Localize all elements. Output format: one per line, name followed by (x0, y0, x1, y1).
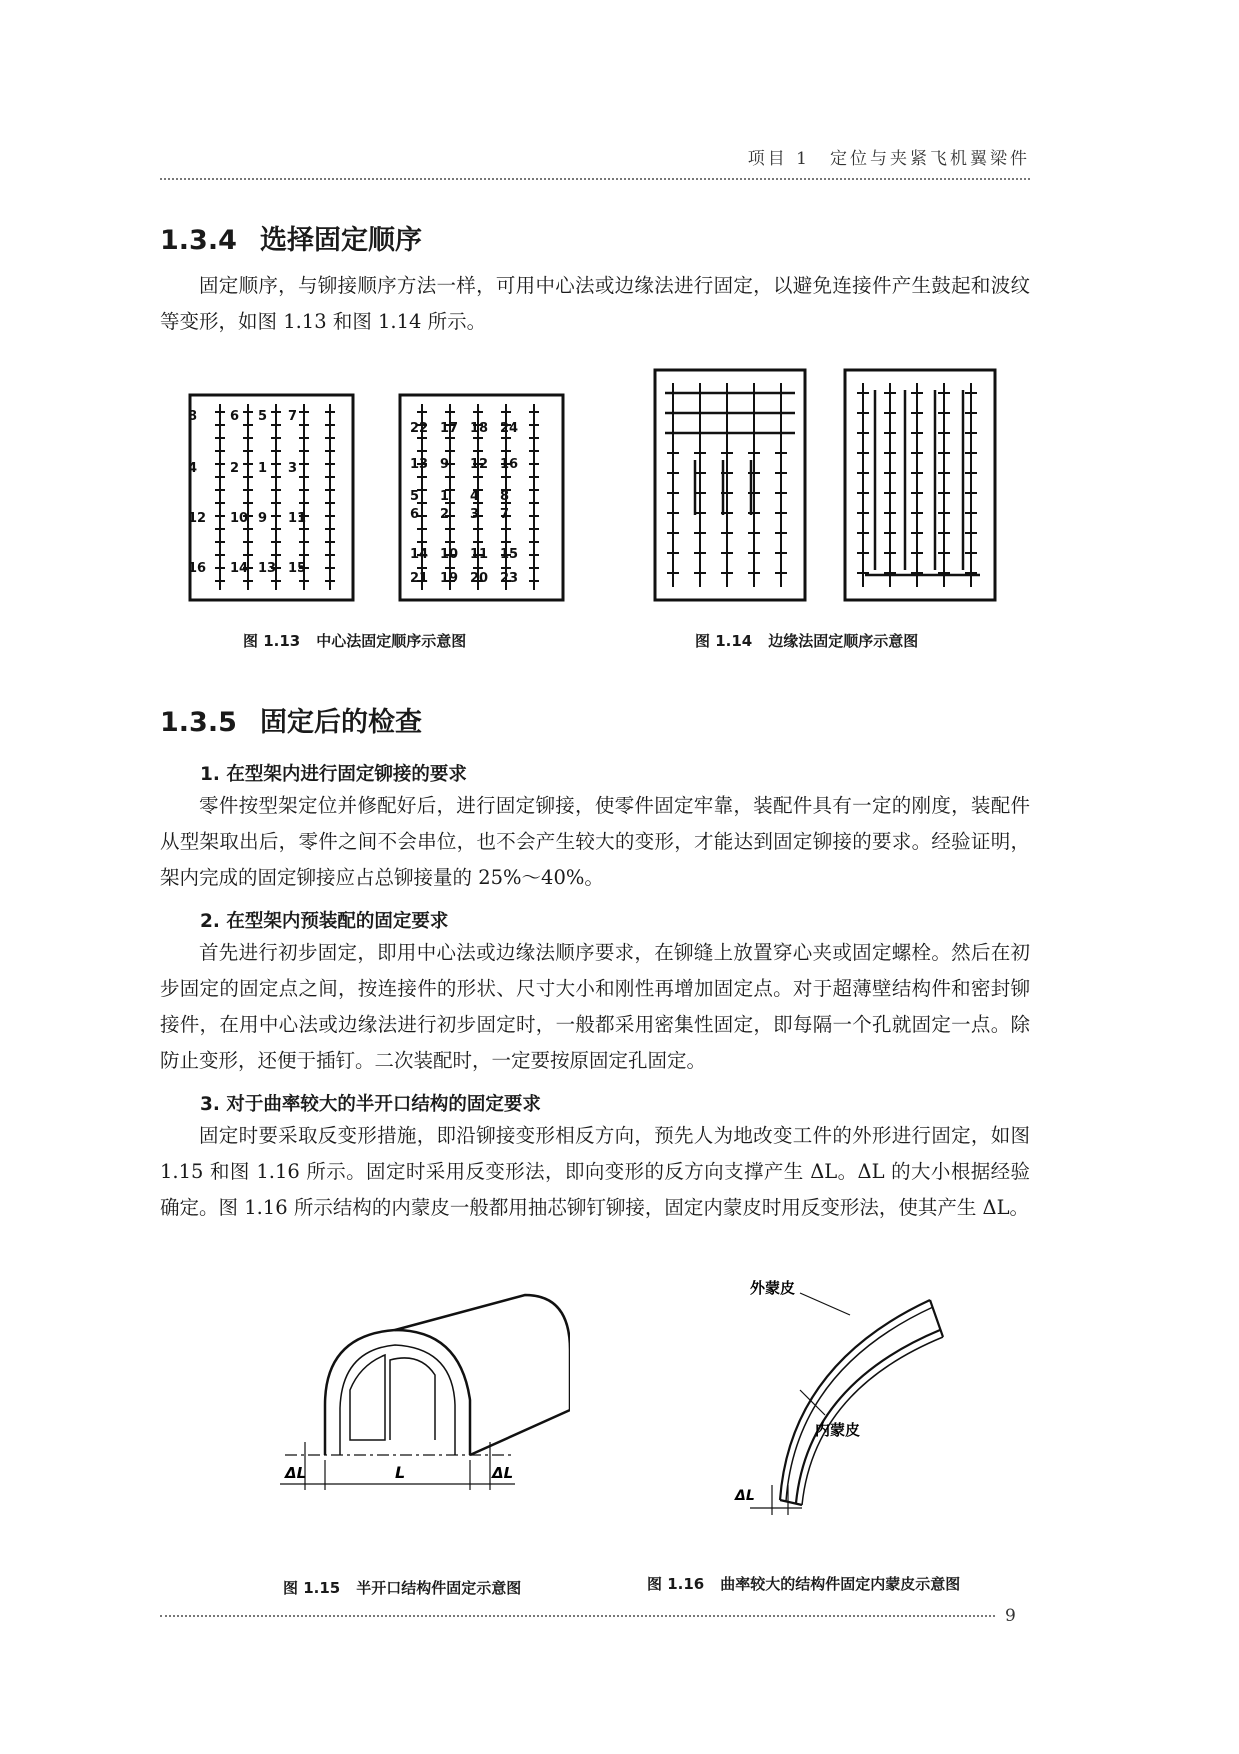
fig114-number: 图 1.14 (695, 632, 753, 650)
fig113-sequence-label: 1 (440, 489, 450, 504)
fig116-dim: ΔL (735, 1488, 755, 1504)
fig113-sequence-label: 16 (500, 457, 519, 472)
fig113-sequence-label: 19 (440, 571, 459, 586)
fig113-sequence-label: 4 (188, 461, 198, 476)
fig113-sequence-label: 13 (258, 561, 277, 576)
figure-1-16-caption (647, 1573, 960, 1594)
fig116-number: 图 1.16 (647, 1575, 705, 1593)
item-3-heading: 3. 对于曲率较大的半开口结构的固定要求 (200, 1094, 541, 1115)
fig115-ribs (350, 1355, 435, 1440)
fig113-sequence-label: 3 (288, 461, 298, 476)
fig116-label-outer: 外蒙皮 (750, 1279, 796, 1297)
fig113-sequence-label: 24 (500, 421, 519, 436)
fig113-sequence-label: 10 (230, 511, 249, 526)
figure-1-15-caption (283, 1577, 521, 1598)
fig115-dim-left: ΔL (285, 1464, 307, 1482)
fig115-inner-arch (340, 1345, 455, 1455)
page-number: 9 (1005, 1606, 1016, 1626)
fig113-sequence-label: 8 (500, 489, 510, 504)
fig113-sequence-label: 4 (470, 489, 480, 504)
fig113-sequence-label: 15 (288, 561, 307, 576)
figure-1-13 (185, 390, 585, 605)
fig114-title: 边缘法固定顺序示意图 (768, 632, 919, 650)
fig113-sequence-label: 2 (440, 507, 450, 522)
section-135-title: 固定后的检查 (260, 707, 422, 738)
fig115-body-outline (395, 1295, 570, 1455)
fig113-sequence-label: 6 (410, 507, 420, 522)
fig115-title: 半开口结构件固定示意图 (356, 1579, 522, 1597)
figure-1-16 (730, 1275, 960, 1540)
item-1-text: 零件按型架定位并修配好后，进行固定铆接，使零件固定牢靠，装配件具有一定的刚度，装配件从型架取出后，零件之间不会串位，也不会产生较大的变形，才能达到固定铆接的要求。经验证明，架内完成的固定铆接应占总铆接量的 25%～40%。 (160, 794, 1030, 889)
fig113-sequence-label: 5 (410, 489, 420, 504)
fig113-sequence-label: 7 (288, 409, 298, 424)
fig113-sequence-label: 5 (258, 409, 268, 424)
fig113-sequence-label: 12 (188, 511, 207, 526)
fig113-sequence-label: 22 (410, 421, 429, 436)
fig113-sequence-label: 8 (188, 409, 198, 424)
fig115-number: 图 1.15 (283, 1579, 341, 1597)
item-2-heading: 2. 在型架内预装配的固定要求 (200, 911, 449, 932)
fig113-sequence-label: 9 (440, 457, 450, 472)
running-head: 项目 1 定位与夹紧飞机翼梁件 (747, 149, 1030, 169)
fig116-inner-skin (796, 1330, 940, 1503)
fig113-sequence-label: 12 (470, 457, 489, 472)
item-3-text: 固定时要采取反变形措施，即沿铆接变形相反方向，预先人为地改变工件的外形进行固定，如图 1.15 和图 1.16 所示。固定时采用反变形法，即向变形的反方向支撑产生 ΔL。ΔL 的大小根据经验确定。图 1.16 所示结构的内蒙皮一般都用抽芯铆钉铆接，固定内蒙皮时用反变形法，使其产生 ΔL。 (160, 1124, 1030, 1219)
figure-1-15 (270, 1290, 570, 1540)
fig113-sequence-label: 11 (288, 511, 307, 526)
fig113-sequence-label: 17 (440, 421, 459, 436)
fig113-sequence-label: 14 (230, 561, 249, 576)
fig113-sequence-label: 23 (500, 571, 519, 586)
footer-rule (160, 1615, 995, 1617)
fig114-right-frame (845, 370, 995, 600)
section-134-paragraph: 固定顺序，与铆接顺序方法一样，可用中心法或边缘法进行固定，以避免连接件产生鼓起和波纹等变形，如图 1.13 和图 1.14 所示。 (160, 274, 1030, 333)
fig113-sequence-label: 3 (470, 507, 480, 522)
header-rule (160, 178, 1030, 180)
fig113-sequence-label: 21 (410, 571, 429, 586)
fig115-front-arch (325, 1330, 470, 1455)
fig113-sequence-label: 14 (410, 547, 429, 562)
fig113-sequence-label: 18 (470, 421, 489, 436)
fig113-sequence-label: 1 (258, 461, 268, 476)
fig113-sequence-label: 20 (470, 571, 489, 586)
fig113-sequence-label: 6 (230, 409, 240, 424)
figure-1-14 (650, 365, 1010, 605)
item-1-heading: 1. 在型架内进行固定铆接的要求 (200, 764, 467, 785)
fig113-sequence-label: 7 (500, 507, 510, 522)
section-134-title: 选择固定顺序 (260, 225, 422, 256)
fig113-number: 图 1.13 (243, 632, 301, 650)
fig113-sequence-label: 11 (470, 547, 489, 562)
fig113-sequence-label: 9 (258, 511, 268, 526)
fig113-sequence-label: 13 (410, 457, 429, 472)
fig114-left-grid (665, 383, 795, 587)
fig114-left-frame (655, 370, 805, 600)
section-134-heading (160, 218, 422, 257)
fig115-dim-right: ΔL (492, 1464, 514, 1482)
fig113-sequence-label: 2 (230, 461, 240, 476)
item-2-text: 首先进行初步固定，即用中心法或边缘法顺序要求，在铆缝上放置穿心夹或固定螺栓。然后在初步固定的固定点之间，按连接件的形状、尺寸大小和刚性再增加固定点。对于超薄壁结构件和密封铆接件，在用中心法或边缘法进行初步固定时，一般都采用密集性固定，即每隔一个孔就固定一点。除防止变形，还便于插钉。二次装配时，一定要按原固定孔固定。 (160, 941, 1030, 1072)
fig113-title: 中心法固定顺序示意图 (316, 632, 467, 650)
section-135-number: 1.3.5 (160, 707, 237, 738)
fig116-title: 曲率较大的结构件固定内蒙皮示意图 (720, 1575, 961, 1593)
figure-1-13-caption (243, 630, 466, 651)
figure-1-14-caption (695, 630, 918, 651)
fig113-sequence-label: 10 (440, 547, 459, 562)
section-134-number: 1.3.4 (160, 225, 237, 256)
fig114-right-grid (857, 383, 980, 587)
fig113-sequence-label: 16 (188, 561, 207, 576)
fig113-sequence-label: 15 (500, 547, 519, 562)
section-135-heading (160, 700, 422, 739)
fig116-label-inner: 内蒙皮 (815, 1421, 861, 1439)
fig115-dim-mid: L (395, 1463, 406, 1482)
